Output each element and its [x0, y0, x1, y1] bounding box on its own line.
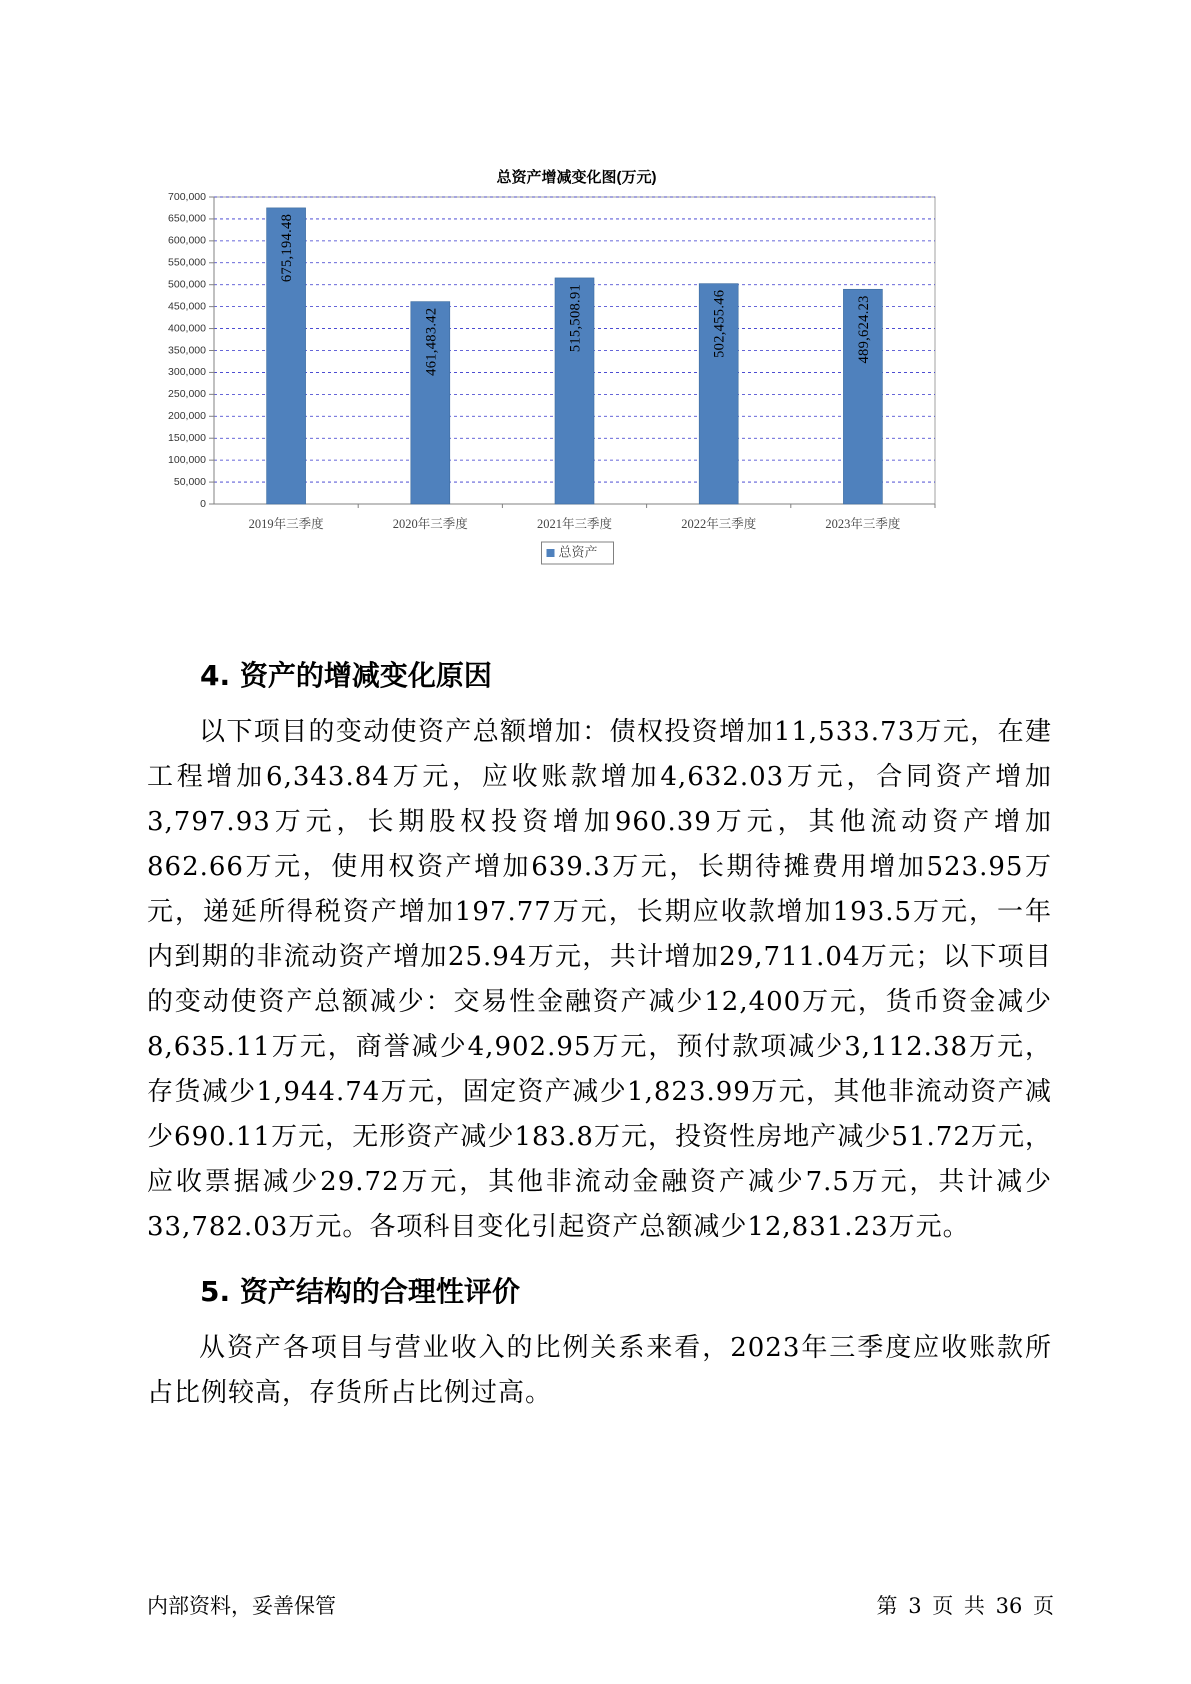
legend-label: 总资产: [558, 544, 598, 560]
legend-swatch: [547, 549, 555, 557]
section-heading-asset-structure-evaluation: 5. 资产结构的合理性评价: [200, 1275, 520, 1308]
asset-structure-evaluation-paragraph: 从资产各项目与营业收入的比例关系来看，2023年三季度应收账款所占比例较高，存货所占比例过高。: [147, 1333, 1052, 1408]
footer-page-number: 第 3 页 共 36 页: [876, 1594, 1054, 1618]
y-tick-label: 650,000: [168, 212, 206, 225]
bar-value-label: 461,483.42: [423, 307, 440, 376]
x-tick-label: 2021年三季度: [536, 517, 613, 531]
bar-chart-svg: [150, 168, 1030, 628]
bar-value-label: 515,508.91: [567, 283, 584, 353]
chart-title: 总资产增减变化图(万元): [496, 168, 657, 186]
x-tick-label: 2022年三季度: [681, 517, 757, 531]
bar-value-label: 675,194.48: [279, 213, 296, 283]
x-tick-label: 2019年三季度: [248, 517, 324, 531]
y-tick-label: 300,000: [168, 366, 206, 379]
total-assets-chart: [150, 168, 1030, 628]
y-tick-label: 700,000: [168, 190, 206, 203]
y-tick-label: 600,000: [168, 234, 206, 247]
y-tick-label: 250,000: [168, 388, 206, 401]
y-tick-label: 50,000: [173, 475, 206, 488]
x-tick-label: 2023年三季度: [825, 517, 901, 531]
footer-confidential-note: 内部资料，妥善保管: [147, 1594, 336, 1618]
y-tick-label: 350,000: [168, 344, 206, 357]
bar-value-label: 502,455.46: [711, 289, 728, 358]
bar-value-label: 489,624.23: [855, 295, 872, 364]
y-tick-label: 200,000: [168, 410, 206, 423]
asset-change-reasons-paragraph: 以下项目的变动使资产总额增加：债权投资增加11,533.73万元，在建工程增加6,343.84万元，应收账款增加4,632.03万元，合同资产增加3,797.93万元，长期股权投资增加960.39万元，其他流动资产增加862.66万元，使用权资产增加639.3万元，长期待摊费用增加523.95万元，递延所得税资产增加197.77万元，长期应收款增加193.5万元，一年内到期的非流动资产增加25.94万元，共计增加29,711.04万元；以下项目的变动使资产总额减少：交易性金融资产减少12,400万元，货币资金减少8,635.11万元，商誉减少4,902.95万元，预付款项减少3,112.38万元，存货减少1,944.74万元，固定资产减少1,823.99万元，其他非流动资产减少690.11万元，无形资产减少183.8万元，投资性房地产减少51.72万元，应收票据减少29.72万元，其他非流动金融资产减少7.5万元，共计减少33,782.03万元。各项科目变化引起资产总额减少12,831.23万元。: [147, 717, 1052, 1242]
y-tick-label: 100,000: [168, 453, 206, 466]
y-tick-label: 550,000: [168, 256, 206, 269]
x-tick-label: 2020年三季度: [392, 517, 468, 531]
y-tick-label: 400,000: [168, 322, 206, 335]
y-tick-label: 150,000: [168, 431, 206, 444]
y-tick-label: 0: [200, 497, 206, 510]
y-tick-label: 500,000: [168, 278, 206, 291]
section-heading-asset-change-reasons: 4. 资产的增减变化原因: [200, 659, 492, 692]
y-tick-label: 450,000: [168, 300, 206, 313]
